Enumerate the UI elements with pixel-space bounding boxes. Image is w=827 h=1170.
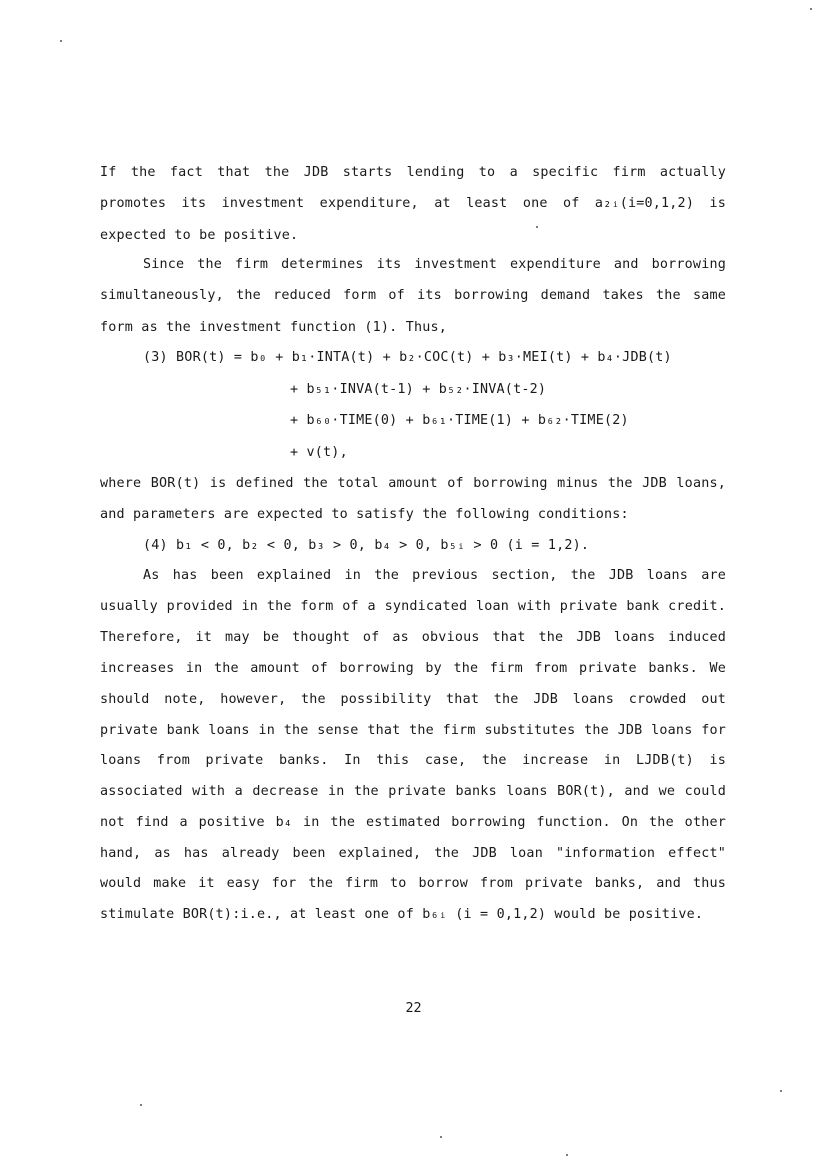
paragraph-line-14: private bank loans in the sense that the firm substitutes the JDB loans for <box>100 723 726 738</box>
paragraph-line-15: loans from private banks. In this case, the increase in LJDB(t) is <box>100 753 726 768</box>
equation-3-line-2: + b₅₁·INVA(t-1) + b₅₂·INVA(t-2) <box>290 382 547 397</box>
paragraph-line-7: where BOR(t) is defined the total amount of borrowing minus the JDB loans, <box>100 476 726 491</box>
scan-speck <box>566 1154 568 1156</box>
page-number: 22 <box>405 1001 422 1016</box>
paragraph-line-5: simultaneously, the reduced form of its borrowing demand takes the same <box>100 288 726 303</box>
scan-speck <box>536 226 538 228</box>
paragraph-line-2: promotes its investment expenditure, at least one of a₂ᵢ(i=0,1,2) is <box>100 196 726 211</box>
paragraph-line-3: expected to be positive. <box>100 228 299 243</box>
paragraph-line-4: Since the firm determines its investment expenditure and borrowing <box>143 257 726 272</box>
paragraph-line-16: associated with a decrease in the private banks loans BOR(t), and we could <box>100 784 726 799</box>
scan-speck <box>810 8 812 10</box>
paragraph-line-9: As has been explained in the previous section, the JDB loans are <box>143 568 726 583</box>
paragraph-line-11: Therefore, it may be thought of as obvious that the JDB loans induced <box>100 630 726 645</box>
paragraph-line-6: form as the investment function (1). Thus, <box>100 320 447 335</box>
scan-speck <box>440 1136 442 1138</box>
scan-speck <box>780 1090 782 1092</box>
paragraph-line-13: should note, however, the possibility that the JDB loans crowded out <box>100 692 726 707</box>
condition-4: (4) b₁ < 0, b₂ < 0, b₃ > 0, b₄ > 0, b₅ᵢ > 0 (i = 1,2). <box>143 538 590 553</box>
equation-3-line-1: (3) BOR(t) = b₀ + b₁·INTA(t) + b₂·COC(t) + b₃·MEI(t) + b₄·JDB(t) <box>143 350 672 365</box>
equation-3-line-3: + b₆₀·TIME(0) + b₆₁·TIME(1) + b₆₂·TIME(2) <box>290 413 629 428</box>
paragraph-line-17: not find a positive b₄ in the estimated borrowing function. On the other <box>100 815 726 830</box>
scan-speck <box>60 40 62 42</box>
paragraph-line-1: If the fact that the JDB starts lending to a specific firm actually <box>100 165 726 180</box>
equation-3-line-4: + v(t), <box>290 445 348 460</box>
paragraph-line-18: hand, as has already been explained, the JDB loan "information effect" <box>100 846 726 861</box>
scan-speck <box>140 1104 142 1106</box>
paragraph-line-8: and parameters are expected to satisfy the following conditions: <box>100 507 629 522</box>
paragraph-line-20: stimulate BOR(t):i.e., at least one of b₆ᵢ (i = 0,1,2) would be positive. <box>100 907 704 922</box>
paragraph-line-10: usually provided in the form of a syndicated loan with private bank credit. <box>100 599 726 614</box>
paragraph-line-19: would make it easy for the firm to borrow from private banks, and thus <box>100 876 726 891</box>
paragraph-line-12: increases in the amount of borrowing by the firm from private banks. We <box>100 661 726 676</box>
